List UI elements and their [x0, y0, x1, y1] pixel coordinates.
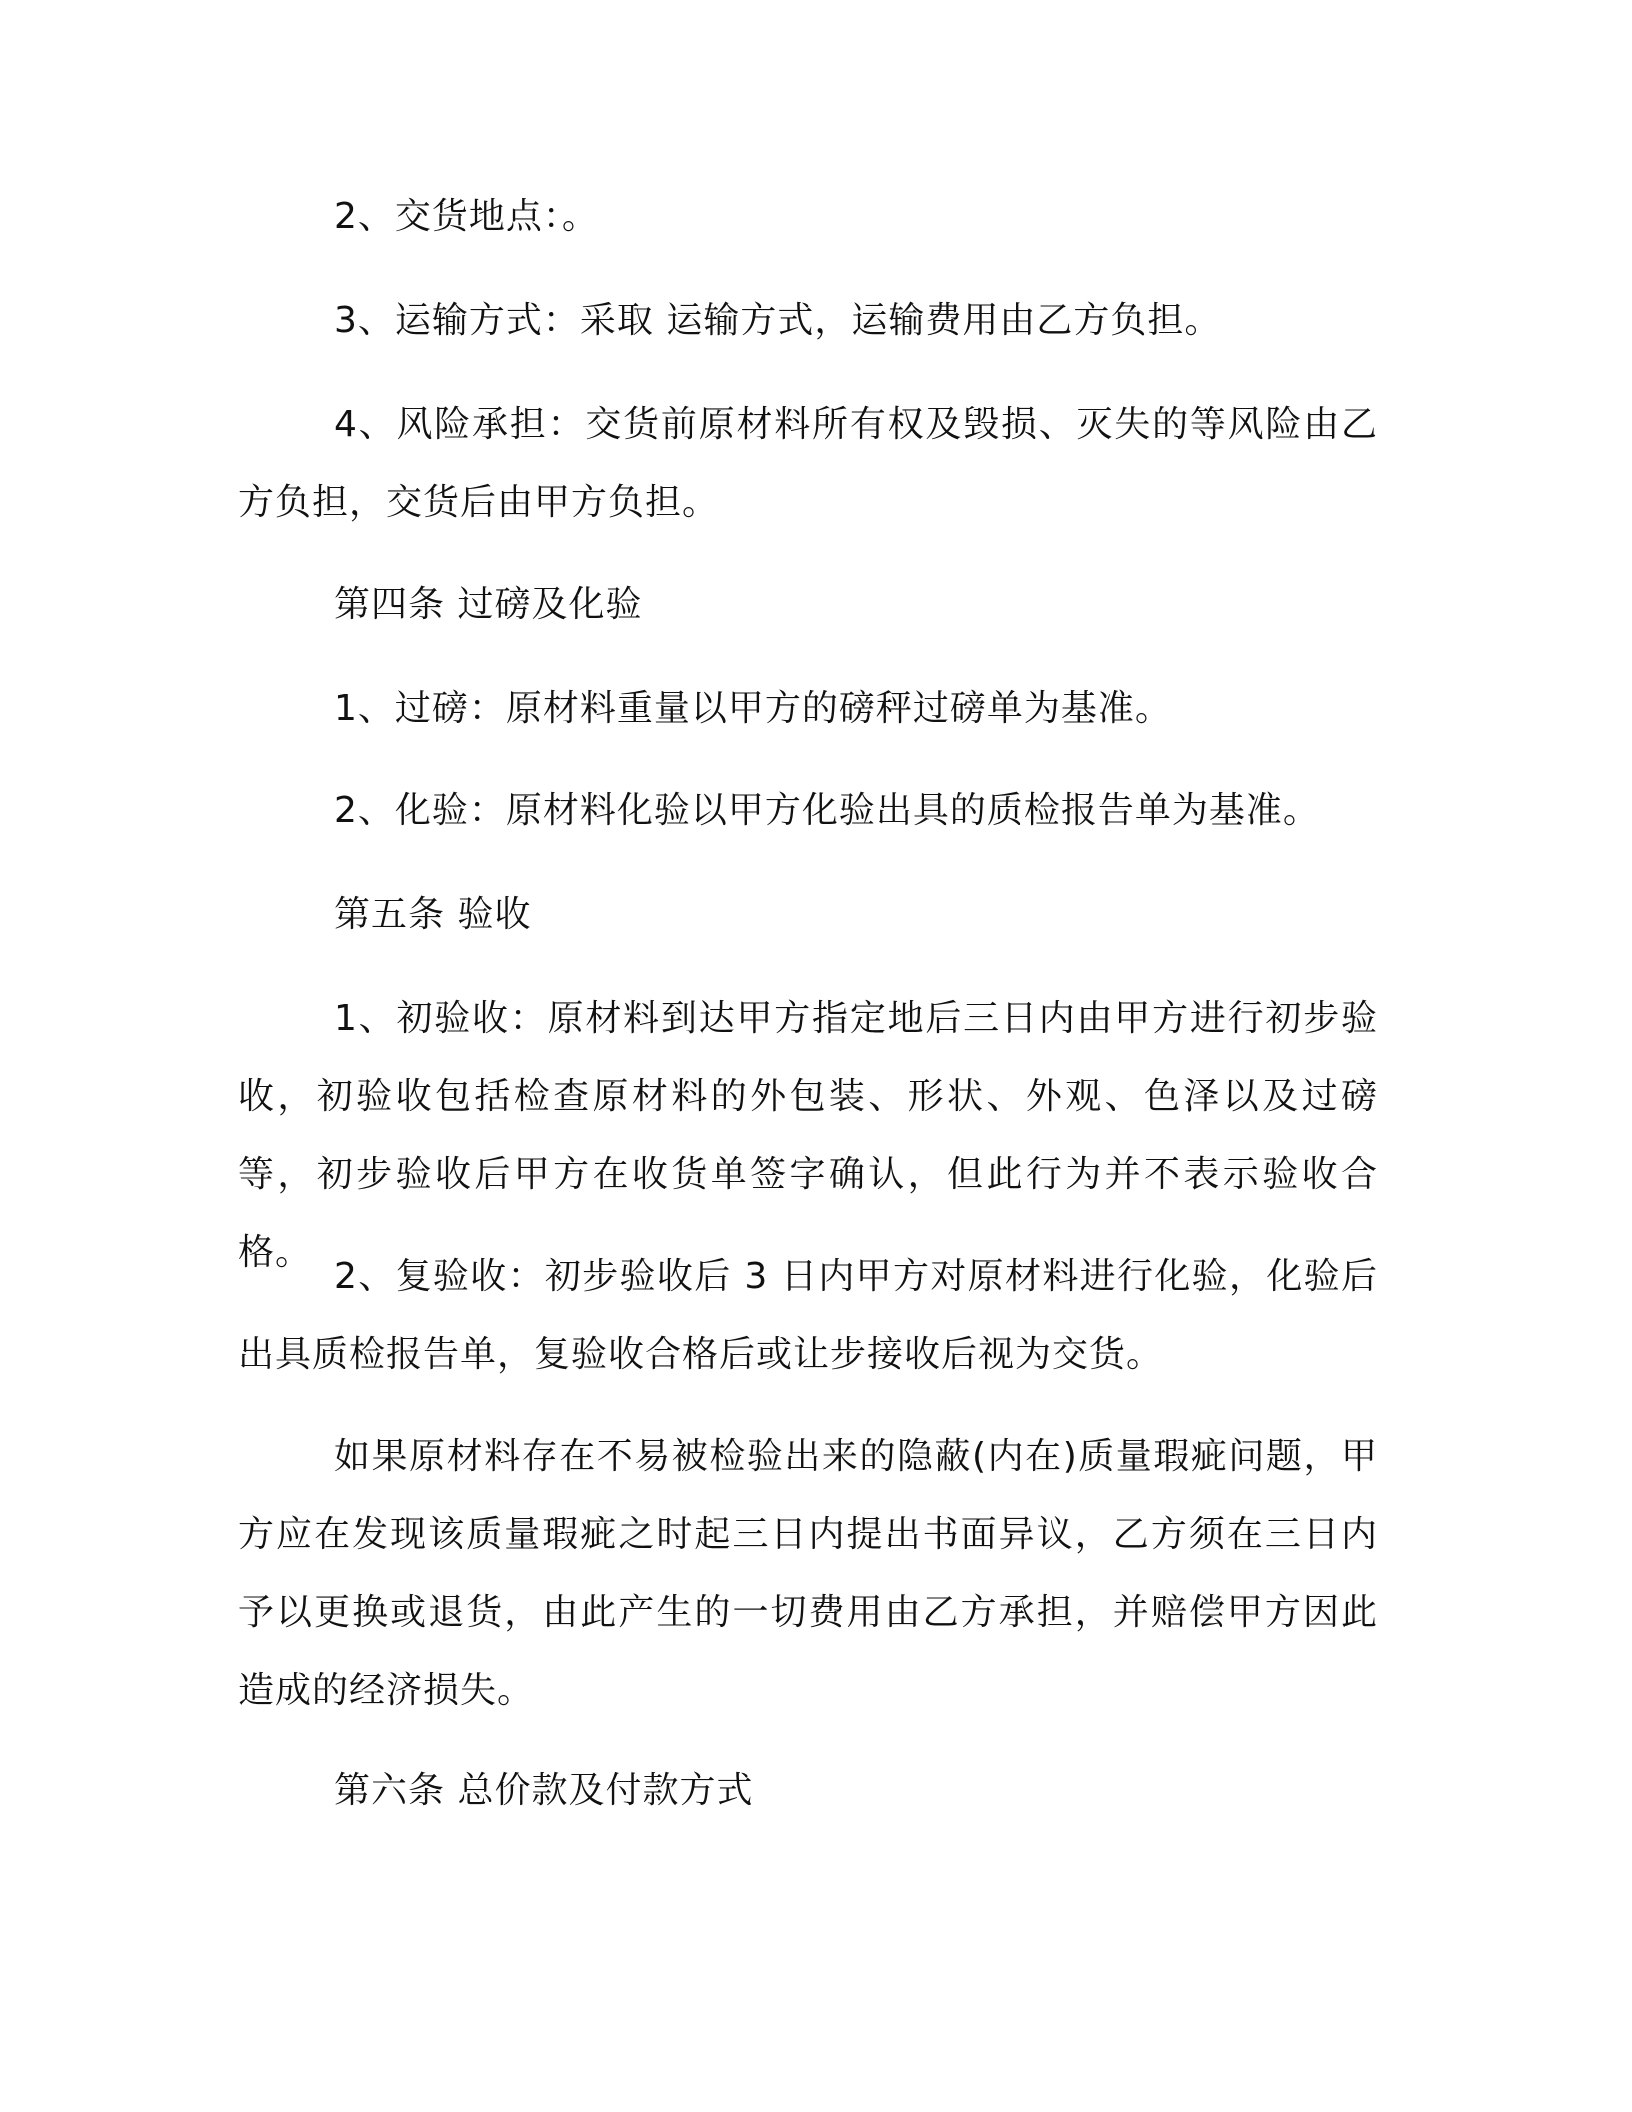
section-heading-article-5: 第五条 验收 — [334, 894, 532, 935]
paragraph-initial-acceptance: 1、初验收：原材料到达甲方指定地后三日内由甲方进行初步验收，初验收包括检查原材料的外包装、形状、外观、色泽以及过磅等，初步验收后甲方在收货单签字确认，但此行为并不表示验收合格。 — [238, 998, 1378, 1273]
section-heading-article-6: 第六条 总价款及付款方式 — [334, 1770, 754, 1811]
paragraph-hidden-defects: 如果原材料存在不易被检验出来的隐蔽(内在)质量瑕疵问题，甲方应在发现该质量瑕疵之时起三日内提出书面异议，乙方须在三日内予以更换或退货，由此产生的一切费用由乙方承担，并赔偿甲方因此造成的经济损失。 — [238, 1436, 1378, 1711]
section-heading-article-4: 第四条 过磅及化验 — [334, 584, 643, 625]
paragraph-assay: 2、化验：原材料化验以甲方化验出具的质检报告单为基准。 — [334, 790, 1320, 831]
paragraph-delivery-location: 2、交货地点：。 — [334, 196, 599, 237]
paragraph-weighing: 1、过磅：原材料重量以甲方的磅秤过磅单为基准。 — [334, 688, 1172, 729]
paragraph-risk-bearing: 4、风险承担：交货前原材料所有权及毁损、灭失的等风险由乙方负担，交货后由甲方负担。 — [238, 404, 1378, 523]
paragraph-transport-method: 3、运输方式：采取 运输方式，运输费用由乙方负担。 — [334, 300, 1222, 341]
paragraph-re-acceptance: 2、复验收：初步验收后 3 日内甲方对原材料进行化验，化验后出具质检报告单，复验收合格后或让步接收后视为交货。 — [238, 1256, 1378, 1375]
